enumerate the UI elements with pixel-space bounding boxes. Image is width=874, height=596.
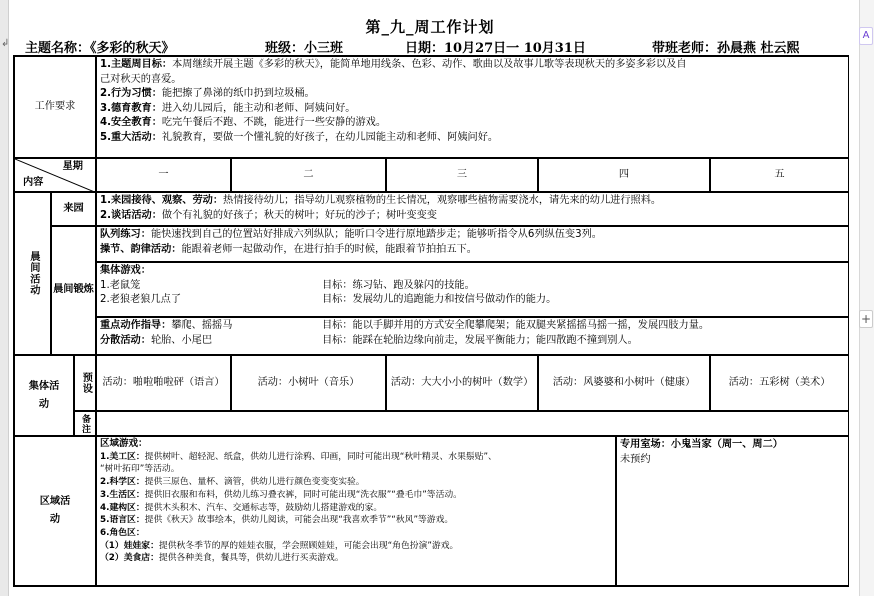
movement-guidance (96, 317, 849, 355)
arrival-label: 来园 (51, 192, 96, 226)
arrival-line-2: 2.谈话活动：做个有礼貌的好孩子；秋天的树叶；好玩的沙子；树叶变变变 (100, 209, 437, 221)
key-activity-row: 重点动作指导：攀爬、摇摇马 目标：能以手脚并用的方式安全爬攀爬架；能双腿夹紧摇摇马摇一摇，发展四肢力量。 (100, 320, 710, 331)
arrival-line-1: 1.来园接待、观察、劳动：热情接待幼儿；指导幼儿观察植物的生长情况，观察哪些植物需要浇水，请先来的幼儿进行照料。 (100, 195, 662, 206)
assistant-icon[interactable]: A (859, 27, 873, 45)
morning-activities-label: 晨间活动 (14, 192, 51, 355)
teacher-names: 带班老师：孙晨燕 杜云熙 (652, 41, 800, 56)
group-activities-label: 集体活动 (14, 355, 74, 436)
special-room-content (616, 436, 849, 586)
requirement-line-1: 1.主题周目标：本周继续开展主题《多彩的秋天》，能简单地用线条、色彩、动作、歌曲以及故事儿歌等表现秋天的多姿多彩以及自 (100, 59, 687, 70)
week-header-corner (14, 158, 96, 192)
page-title: 第_九_周工作计划 (365, 18, 495, 36)
page-left-edge (0, 0, 9, 596)
day-header-thu: 四 (538, 158, 710, 192)
area-item-role: 6.角色区： (100, 527, 145, 538)
group-activity-fri: 活动：五彩树（美术） (710, 355, 849, 411)
requirement-line-1b: 己对秋天的喜爱。 (100, 73, 182, 85)
area-item-language: 5.语言区：提供《秋天》故事绘本，供幼儿阅读，可能会出现“我喜欢季节”“秋风”等游戏。 (100, 515, 454, 526)
day-header-fri: 五 (710, 158, 849, 192)
group-activity-thu: 活动：风婆婆和小树叶（健康） (538, 355, 710, 411)
special-room-label: 专用室场：小鬼当家（周一、周二） (620, 439, 783, 450)
area-item-build: 4.建构区：提供木头积木、汽车、交通标志等，鼓励幼儿搭建游戏的家。 (100, 502, 383, 513)
work-requirements-content (96, 56, 849, 158)
day-header-wed: 三 (386, 158, 538, 192)
date-range: 日期：10月27日一 10月31日 (405, 41, 586, 56)
group-activity-wed: 活动：大大小小的树叶（数学） (386, 355, 538, 411)
notes-content[interactable] (96, 411, 849, 436)
arrival-content (96, 192, 849, 226)
free-activity-row: 分散活动：轮胎、小尾巴 目标：能踩在轮胎边缘向前走，发展平衡能力；能四散跑不撞到别人。 (100, 335, 638, 346)
formation-line: 队列练习：能快速找到自己的位置站好排成六列纵队；能听口令进行原地踏步走；能够听指令从6列纵伍变3列。 (100, 229, 602, 240)
area-games-content (96, 436, 616, 586)
day-header-mon: 一 (96, 158, 231, 192)
requirement-line-4: 4.安全教育：吃完午餐后不跑、不跳，能进行一些安静的游戏。 (100, 117, 387, 129)
paragraph-mark-icon: ↲ (1, 38, 10, 49)
add-icon[interactable]: + (860, 312, 872, 326)
work-requirements-label: 工作要求 (14, 56, 96, 158)
game-row-2: 2.老狼老狼几点了 目标：发展幼儿的追跑能力和按信号做动作的能力。 (100, 294, 557, 306)
group-activity-tue: 活动：小树叶（音乐） (231, 355, 386, 411)
area-item-food-shop: （2）美食店：提供各种美食，餐具等，供幼儿进行买卖游戏。 (100, 553, 344, 564)
class-name: 班级：小三班 (265, 41, 344, 56)
content-label: 内容 (23, 177, 44, 189)
morning-exercise-label: 晨间锻炼 (51, 226, 96, 355)
side-toolbar (859, 0, 874, 596)
requirement-line-3: 3.德育教育：进入幼儿园后，能主动和老师、阿姨问好。 (100, 102, 356, 114)
theme-name: 主题名称：《多彩的秋天》 (25, 41, 175, 56)
notes-label: 备注 (74, 411, 96, 436)
area-item-doll-house: （1）娃娃家：提供秋冬季节的厚的娃娃衣服，学会照顾娃娃，可能会出现“角色扮演”游戏。 (100, 540, 459, 551)
area-item-art: 1.美工区：提供树叶、超轻泥、纸盒，供幼儿进行涂鸦、印画，同时可能出现“秋叶精灵、水果鬃贴”、 (100, 451, 497, 462)
requirement-line-5: 5.重大活动：礼貌教育，要做一个懂礼貌的好孩子，在幼儿园能主动和老师、阿姨问好。 (100, 131, 499, 143)
games-label: 集体游戏： (100, 265, 151, 276)
special-room-status: 未预约 (620, 453, 651, 465)
weekly-plan-table (13, 55, 849, 587)
group-activity-mon: 活动：啪啦啪啦砰（语言） (96, 355, 231, 411)
preset-label: 预设 (74, 355, 96, 411)
area-item-science: 2.科学区：提供三原色、量杯、滴管，供幼儿进行颜色变变变实验。 (100, 477, 365, 488)
collective-games (96, 262, 849, 317)
area-games-title: 区域游戏： (100, 438, 148, 449)
area-activities-label: 区域活动 (14, 436, 96, 586)
rhythm-line: 操节、韵律活动：能跟着老师一起做动作，在进行拍手的时候，能跟着节拍拍五下。 (100, 243, 477, 255)
day-header-tue: 二 (231, 158, 386, 192)
requirement-line-2: 2.行为习惯：能把擦了鼻涕的纸巾扔到垃圾桶。 (100, 88, 315, 100)
game-row-1: 1.老鼠笼 目标：练习钻、跑及躲闪的技能。 (100, 279, 475, 291)
star-label: 星期 (62, 161, 83, 172)
area-item-art-cont: “树叶拓印”等活动。 (100, 464, 180, 475)
area-item-life: 3.生活区：提供旧衣服和布料，供幼儿练习叠衣裤，同时可能出现“洗衣服”“叠毛巾”等活动。 (100, 489, 462, 500)
formation-content (96, 226, 849, 262)
